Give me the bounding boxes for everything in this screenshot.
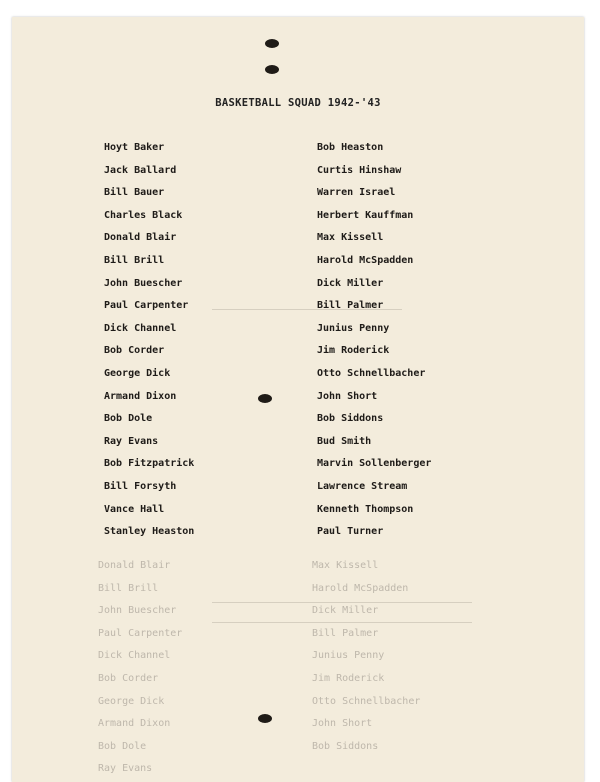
player-name: Paul Turner bbox=[317, 526, 384, 538]
ghost-name: Bill Palmer bbox=[312, 627, 379, 639]
player-name: Jack Ballard bbox=[104, 164, 177, 176]
player-name: Bud Smith bbox=[317, 435, 372, 447]
ghost-name: Dick Miller bbox=[312, 605, 379, 617]
ghost-name: Ray Evans bbox=[98, 763, 153, 775]
player-name: Dick Miller bbox=[317, 277, 384, 289]
left-roster-column bbox=[104, 137, 194, 544]
punch-hole-upper bbox=[265, 65, 279, 74]
player-name: Bob Dole bbox=[104, 413, 153, 425]
punch-hole-middle bbox=[258, 394, 272, 403]
player-name: Junius Penny bbox=[317, 322, 390, 334]
player-name: Herbert Kauffman bbox=[317, 209, 414, 221]
player-name: Otto Schnellbacher bbox=[317, 367, 426, 379]
player-name: Dick Channel bbox=[104, 322, 177, 334]
player-name: Bob Heaston bbox=[317, 142, 384, 153]
ghost-name: Harold McSpadden bbox=[312, 582, 409, 594]
player-name: Vance Hall bbox=[104, 503, 165, 515]
player-name: Charles Black bbox=[104, 209, 183, 221]
ghost-name: Donald Blair bbox=[98, 560, 171, 571]
player-name: Marvin Sollenberger bbox=[317, 458, 432, 470]
player-name: Harold McSpadden bbox=[317, 254, 414, 266]
player-name: Lawrence Stream bbox=[317, 480, 408, 492]
player-name: John Short bbox=[317, 390, 378, 402]
ghost-name: Paul Carpenter bbox=[98, 627, 183, 639]
ghost-name: Jim Roderick bbox=[312, 672, 385, 684]
ghost-name: Bill Brill bbox=[98, 582, 159, 594]
bleed-through-right bbox=[312, 555, 420, 758]
player-name: Hoyt Baker bbox=[104, 142, 165, 153]
ghost-name: Dick Channel bbox=[98, 650, 171, 662]
player-name: Armand Dixon bbox=[104, 390, 177, 402]
player-name: George Dick bbox=[104, 367, 171, 379]
ghost-name: Bob Corder bbox=[98, 672, 159, 684]
punch-hole-top bbox=[265, 39, 279, 48]
page-title: BASKETBALL SQUAD 1942-'43 bbox=[215, 97, 381, 109]
punch-hole-bottom bbox=[258, 714, 272, 723]
player-name: Bill Bauer bbox=[104, 187, 165, 199]
player-name: Curtis Hinshaw bbox=[317, 164, 402, 176]
player-name: Jim Roderick bbox=[317, 345, 390, 357]
player-name: Paul Carpenter bbox=[104, 300, 189, 312]
player-name: Warren Israel bbox=[317, 187, 396, 199]
player-name: Bill Forsyth bbox=[104, 480, 177, 492]
ghost-name: Armand Dixon bbox=[98, 718, 171, 730]
document-page bbox=[12, 17, 584, 782]
player-name: Donald Blair bbox=[104, 232, 177, 244]
bleed-through-left bbox=[98, 555, 182, 781]
ghost-name: Junius Penny bbox=[312, 650, 385, 662]
ghost-name: Otto Schnellbacher bbox=[312, 695, 421, 707]
ghost-name: Bob Siddons bbox=[312, 740, 379, 752]
player-name: Bob Fitzpatrick bbox=[104, 458, 195, 470]
player-name: Ray Evans bbox=[104, 435, 159, 447]
ghost-name: Bob Dole bbox=[98, 740, 147, 752]
ghost-name: John Short bbox=[312, 718, 373, 730]
player-name: Kenneth Thompson bbox=[317, 503, 414, 515]
player-name: Bob Siddons bbox=[317, 413, 384, 425]
ghost-name: Max Kissell bbox=[312, 560, 379, 571]
player-name: John Buescher bbox=[104, 277, 183, 289]
ghost-name: George Dick bbox=[98, 695, 165, 707]
player-name: Max Kissell bbox=[317, 232, 384, 244]
player-name: Bob Corder bbox=[104, 345, 165, 357]
player-name: Bill Brill bbox=[104, 254, 165, 266]
player-name: Bill Palmer bbox=[317, 300, 384, 312]
player-name: Stanley Heaston bbox=[104, 526, 195, 538]
ghost-name: John Buescher bbox=[98, 605, 177, 617]
right-roster-column bbox=[317, 137, 431, 544]
